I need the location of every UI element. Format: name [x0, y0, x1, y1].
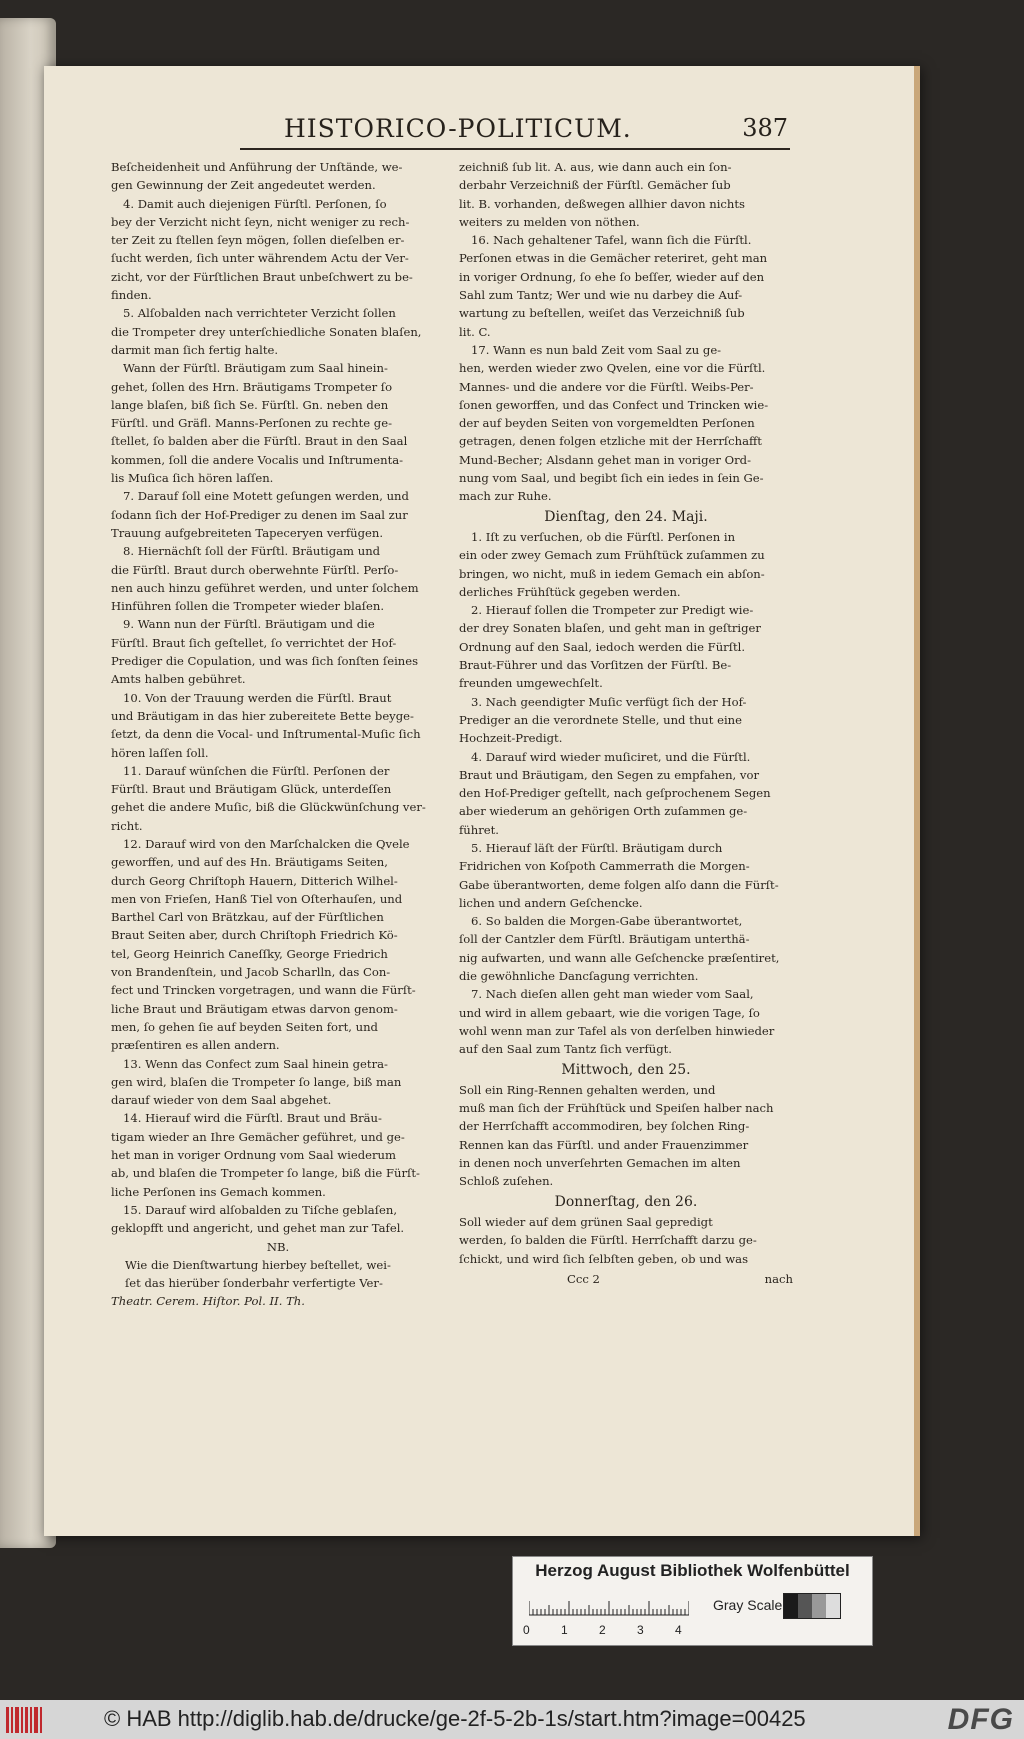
- nb-line-1: Wie die Dienſtwartung hierbey beſtellet, wei-: [125, 1257, 391, 1272]
- text-line: Mannes- und die andere vor die Fürſtl. Weibs-Per-: [459, 379, 754, 394]
- signature-mark: Ccc 2: [567, 1271, 600, 1286]
- text-line: Ordnung auf den Saal, iedoch werden die Fürſtl.: [459, 639, 746, 654]
- text-line: Fürſtl. Braut und Bräutigam Glück, unterdeſſen: [111, 782, 392, 797]
- copyright-url[interactable]: © HAB http://diglib.hab.de/drucke/ge-2f-5-2b-1s/start.htm?image=00425: [104, 1706, 806, 1731]
- text-line: 12. Darauf wird von den Marſchalcken die Qvele: [123, 836, 410, 851]
- text-line: von Brandenſtein, und Jacob Scharlln, das Con-: [111, 965, 391, 980]
- text-line: men, ſo gehen ſie auf beyden Seiten fort, und: [111, 1019, 378, 1034]
- text-line: 7. Darauf ſoll eine Motett geſungen werden, und: [123, 489, 409, 504]
- text-line: bey der Verzicht nicht ſeyn, nicht weniger zu rech-: [111, 214, 410, 229]
- ruler-numbers: [523, 1623, 703, 1641]
- text-line: 4. Damit auch diejenigen Fürſtl. Perſonen, ſo: [123, 196, 387, 211]
- text-line: 11. Darauf wünſchen die Fürſtl. Perſonen der: [123, 763, 390, 778]
- day-heading-thursday: Donnerſtag, den 26.: [554, 1193, 698, 1210]
- text-line: 4. Darauf wird wieder muſiciret, und die Fürſtl.: [471, 749, 751, 764]
- text-line: darmit man ſich fertig halte.: [111, 342, 279, 357]
- text-line: Barthel Carl von Brätzkau, auf der Fürſtlichen: [111, 910, 384, 925]
- text-line: werden, ſo balden die Fürſtl. Herrſchafft darzu ge-: [459, 1233, 757, 1248]
- text-line: nung vom Saal, und begibt ſich ein iedes in ſein Ge-: [459, 471, 764, 486]
- text-line: Perſonen etwas in die Gemächer reteriret, geht man: [459, 251, 768, 266]
- institution-name: Herzog August Bibliothek Wolfenbüttel: [535, 1561, 850, 1580]
- text-line: derbahr Verzeichniß der Fürſtl. Gemächer ſub: [459, 178, 731, 193]
- day-heading-wednesday: Mittwoch, den 25.: [561, 1061, 691, 1078]
- text-line: 1. Iſt zu verſuchen, ob die Fürſtl. Perſonen in: [471, 529, 736, 544]
- text-line: 2. Hierauf ſollen die Trompeter zur Predigt wie-: [471, 603, 754, 618]
- text-line: Gabe überantworten, deme folgen alſo dann die Fürſt-: [459, 877, 779, 892]
- text-line: Amts halben gebühret.: [111, 672, 246, 687]
- text-line: ein oder zwey Gemach zum Frühſtück zuſammen zu: [459, 548, 765, 563]
- text-line: ſonen geworffen, und das Confect und Trincken wie-: [459, 397, 769, 412]
- right-column: [459, 158, 793, 1358]
- text-line: ſchickt, und wird ſich ſelbſten geben, ob und was: [459, 1251, 749, 1266]
- left-column: [111, 158, 445, 1358]
- text-line: Sahl zum Tantz; Wer und wie nu darbey die Auf-: [459, 288, 743, 303]
- text-line: wohl wenn man zur Tafel als von derſelben hinwieder: [459, 1023, 775, 1038]
- text-line: gen Gewinnung der Zeit angedeutet werden.: [111, 178, 376, 193]
- text-line: geklopfft und angericht, und gehet man zur Tafel.: [111, 1221, 405, 1236]
- text-line: fect und Trincken vorgetragen, und wann die Fürſt-: [111, 983, 416, 998]
- page-header: [240, 110, 790, 150]
- text-line: wartung zu beſtellen, weiſet das Verzeichniß ſub: [459, 306, 745, 321]
- text-line: Hinführen ſollen die Trompeter wieder blaſen.: [111, 599, 385, 614]
- text-line: 13. Wenn das Confect zum Saal hinein getra-: [123, 1056, 388, 1071]
- page-footer: [459, 1270, 793, 1288]
- text-line: hören laſſen ſoll.: [111, 745, 209, 760]
- footer-source: Theatr. Cerem. Hiſtor. Pol. II. Th.: [111, 1294, 305, 1309]
- running-head: HISTORICO-POLITICUM.: [284, 114, 632, 143]
- text-line: Schloß zuſehen.: [459, 1174, 554, 1189]
- text-line: darauf wieder von dem Saal abgehet.: [111, 1093, 332, 1108]
- text-line: in denen noch unverſehrten Gemachen im alten: [459, 1156, 741, 1171]
- text-line: die Trompeter drey unterſchiedliche Sonaten blaſen,: [111, 324, 422, 339]
- text-line: ter Zeit zu ſtellen ſeyn mögen, ſollen dieſelben er-: [111, 233, 405, 248]
- text-line: lichen und andern Geſchencke.: [459, 895, 643, 910]
- gray-swatch: [798, 1594, 812, 1618]
- catchword: nach: [764, 1271, 793, 1286]
- ruler: [529, 1595, 689, 1617]
- text-line: Wann der Fürſtl. Bräutigam zum Saal hinein-: [123, 361, 388, 376]
- text-line: der auf beyden Seiten von vorgemeldten Perſonen: [459, 416, 755, 431]
- text-line: lange blaſen, biß ſich Se. Fürſtl. Gn. neben den: [111, 397, 389, 412]
- text-line: die Fürſtl. Braut durch oberwehnte Fürſtl. Perſo-: [111, 562, 399, 577]
- ruler-number: 3: [637, 1623, 644, 1637]
- text-line: Braut und Bräutigam, den Segen zu empfahen, vor: [459, 767, 759, 782]
- text-line: tigam wieder an Ihre Gemächer geführet, und ge-: [111, 1129, 405, 1144]
- text-line: gehet die andere Muſic, biß die Glückwünſchung ver-: [111, 800, 426, 815]
- text-line: zeichniß ſub lit. A. aus, wie dann auch ein ſon-: [459, 160, 732, 174]
- text-line: lit. C.: [459, 324, 491, 339]
- text-line: derliches Frühſtück gegeben werden.: [459, 584, 681, 599]
- text-line: führet.: [459, 822, 499, 837]
- gray-swatch: [784, 1594, 798, 1618]
- text-line: Prediger die Copulation, und was ſich ſonſten ſeines: [111, 654, 419, 669]
- gray-scale-card: [512, 1556, 873, 1646]
- text-line: zicht, vor der Fürſtlichen Braut unbeſchwert zu be-: [111, 269, 413, 284]
- text-line: lit. B. vorhanden, deßwegen allhier davon nichts: [459, 196, 745, 211]
- text-line: Fridrichen von Koſpoth Cammerrath die Morgen-: [459, 859, 750, 874]
- text-line: und Bräutigam in das hier zubereitete Bette beyge-: [111, 708, 414, 723]
- text-line: Braut-Führer und das Vorſitzen der Fürſtl. Be-: [459, 658, 732, 673]
- nota-bene: NB.: [266, 1239, 290, 1254]
- text-line: ſucht werden, ſich unter währendem Actu der Ver-: [111, 251, 409, 266]
- text-line: het man in voriger Ordnung vom Saal wiederum: [111, 1148, 397, 1163]
- text-line: hen, werden wieder zwo Qvelen, eine vor die Fürſtl.: [459, 361, 766, 376]
- text-line: Fürſtl. Braut ſich geſtellet, ſo verrichtet der Hof-: [111, 635, 397, 650]
- text-line: finden.: [111, 288, 152, 303]
- text-line: præſentiren es allen andern.: [111, 1038, 280, 1053]
- text-line: 16. Nach gehaltener Tafel, wann ſich die Fürſtl.: [471, 233, 752, 248]
- text-line: die gewöhnliche Dancſagung verrichten.: [459, 969, 699, 984]
- text-line: Mund-Becher; Alsdann gehet man in voriger Ord-: [459, 452, 752, 467]
- text-line: 5. Hierauf läſt der Fürſtl. Bräutigam durch: [471, 840, 723, 855]
- text-line: auf den Saal zum Tantz ſich verfügt.: [459, 1042, 672, 1057]
- dfg-logo: DFG: [947, 1703, 1014, 1736]
- text-line: gen wird, blaſen die Trompeter ſo lange, biß man: [111, 1074, 402, 1089]
- text-line: 14. Hierauf wird die Fürſtl. Braut und Bräu-: [123, 1111, 382, 1126]
- text-line: freunden umgewechſelt.: [459, 676, 603, 691]
- status-bar: [0, 1700, 1024, 1739]
- gray-swatch: [826, 1594, 840, 1618]
- text-line: den Hof-Prediger geſtellt, nach geſprochenem Segen: [459, 786, 771, 801]
- ruler-number: 2: [599, 1623, 606, 1637]
- gray-swatches: [783, 1593, 841, 1619]
- text-line: Fürſtl. und Gräfl. Manns-Perſonen zu rechte ge-: [111, 416, 392, 431]
- hab-barcode-logo: [4, 1705, 48, 1735]
- text-line: und wird in allem gebaart, wie die vorigen Tage, ſo: [459, 1005, 760, 1020]
- text-line: weiters zu melden von nöthen.: [459, 214, 640, 229]
- text-line: geworffen, und auf des Hn. Bräutigams Seiten,: [111, 855, 388, 870]
- ruler-number: 4: [675, 1623, 682, 1637]
- text-line: mach zur Ruhe.: [459, 489, 552, 504]
- text-line: richt.: [111, 818, 143, 833]
- text-line: ſodann ſich der Hof-Prediger zu denen im Saal zur: [111, 507, 408, 522]
- text-line: men von Frieſen, Hanß Tiel von Oſterhauſen, und: [111, 891, 403, 906]
- text-line: ſetzt, da denn die Vocal- und Inſtrumental-Muſic ſich: [111, 727, 421, 742]
- gray-swatch: [812, 1594, 826, 1618]
- text-line: liche Braut und Bräutigam etwas darvon genom-: [111, 1001, 398, 1016]
- text-line: 7. Nach dieſen allen geht man wieder vom Saal,: [471, 987, 754, 1002]
- text-line: ſoll der Cantzler dem Fürſtl. Bräutigam unterthä-: [459, 932, 750, 947]
- text-line: durch Georg Chriſtoph Hauern, Ditterich Wilhel-: [111, 873, 398, 888]
- text-line: 10. Von der Trauung werden die Fürſtl. Braut: [123, 690, 392, 705]
- text-line: getragen, denen folgen etzliche mit der Herrſchafft: [459, 434, 762, 449]
- page-number: 387: [742, 114, 788, 142]
- text-line: ſtellet, ſo balden aber die Fürſtl. Braut in den Saal: [111, 434, 408, 449]
- text-line: Soll ein Ring-Rennen gehalten werden, und: [459, 1082, 716, 1097]
- text-line: der drey Sonaten blaſen, und geht man in geſtriger: [459, 621, 761, 636]
- text-line: 3. Nach geendigter Muſic verfügt ſich der Hof-: [471, 694, 747, 709]
- text-line: in voriger Ordnung, ſo ehe ſo beſſer, wieder auf den: [459, 269, 765, 284]
- day-heading-tuesday: Dienſtag, den 24. Maji.: [544, 508, 708, 525]
- text-line: 8. Hiernächſt ſoll der Fürſtl. Bräutigam und: [123, 544, 381, 559]
- ruler-number: 1: [561, 1623, 568, 1637]
- ruler-number: 0: [523, 1623, 530, 1637]
- text-line: lis Muſica ſich hören laſſen.: [111, 471, 274, 486]
- text-line: 5. Alſobalden nach verrichteter Verzicht ſollen: [123, 306, 396, 321]
- text-line: tel, Georg Heinrich Caneſſky, George Friedrich: [111, 946, 388, 961]
- gray-scale-label: Gray Scale: [713, 1597, 783, 1613]
- text-line: Braut Seiten aber, durch Chriſtoph Friedrich Kö-: [111, 928, 398, 943]
- text-line: Hochzeit-Predigt.: [459, 731, 563, 746]
- text-line: 9. Wann nun der Fürſtl. Bräutigam und die: [123, 617, 375, 632]
- text-line: kommen, ſoll die andere Vocalis und Inſtrumenta-: [111, 452, 404, 467]
- text-line: aber wiederum an gehörigen Orth zuſammen ge-: [459, 804, 748, 819]
- text-line: 6. So balden die Morgen-Gabe überantwortet,: [471, 914, 743, 929]
- text-line: gehet, ſollen des Hrn. Bräutigams Trompeter ſo: [111, 379, 393, 394]
- text-line: Beſcheidenheit und Anführung der Unſtände, we-: [111, 160, 403, 174]
- text-line: Prediger an die verordnete Stelle, und thut eine: [459, 712, 742, 727]
- text-line: ab, und blaſen die Trompeter ſo lange, biß die Fürſt-: [111, 1166, 420, 1181]
- text-line: der Herrſchafft accommodiren, bey ſolchen Ring-: [459, 1119, 750, 1134]
- text-line: liche Perſonen ins Gemach kommen.: [111, 1184, 326, 1199]
- text-line: Rennen kan das Fürſtl. und ander Frauenzimmer: [459, 1137, 749, 1152]
- nb-line-2: ſet das hierüber ſonderbahr verfertigte Ver-: [125, 1276, 383, 1291]
- text-line: 15. Darauf wird alſobalden zu Tiſche geblaſen,: [123, 1202, 398, 1217]
- text-line: bringen, wo nicht, muß in iedem Gemach ein abſon-: [459, 566, 765, 581]
- text-line: 17. Wann es nun bald Zeit vom Saal zu ge-: [471, 342, 722, 357]
- text-line: Soll wieder auf dem grünen Saal gepredigt: [459, 1214, 713, 1229]
- text-line: muß man ſich der Frühſtück und Speiſen halber nach: [459, 1101, 774, 1116]
- text-line: Trauung aufgebreiteten Tapeceryen verfügen.: [111, 525, 384, 540]
- text-line: nig aufwarten, und wann alle Geſchencke præſentiret,: [459, 950, 780, 965]
- text-line: nen auch hinzu geführet werden, und unter ſolchem: [111, 580, 419, 595]
